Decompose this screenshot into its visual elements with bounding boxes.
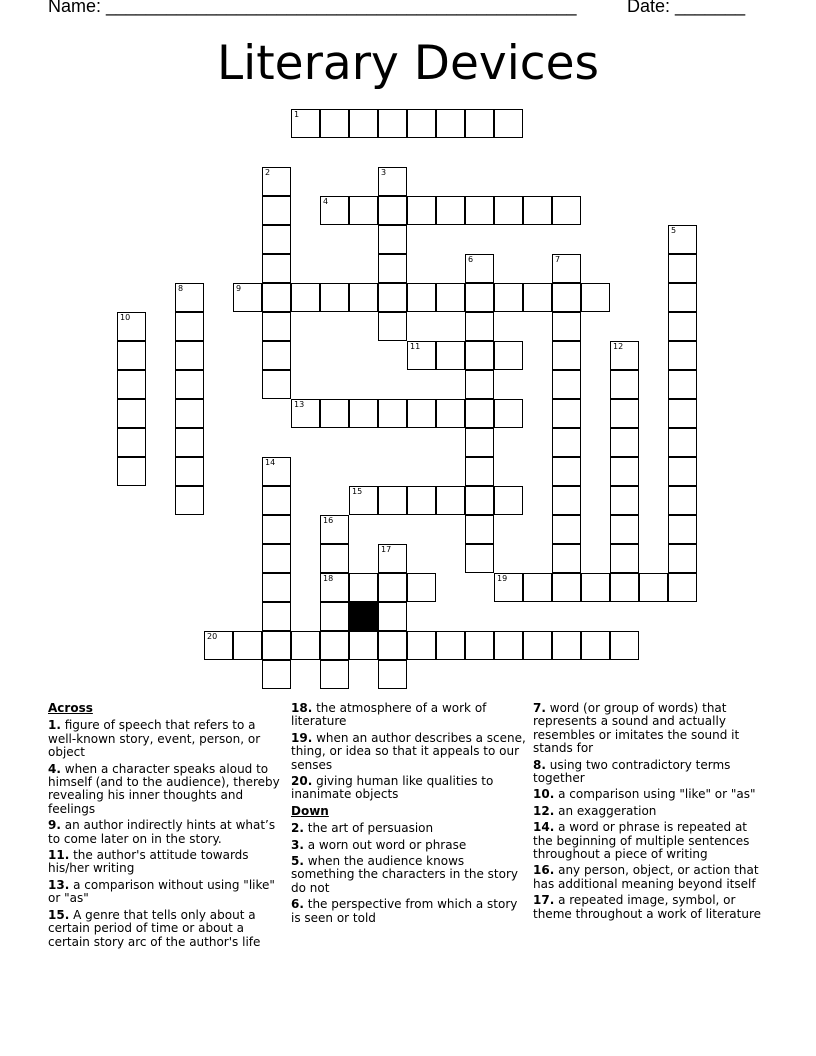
clue-number: 2 [265, 168, 271, 177]
down-clue-list [291, 822, 527, 925]
crossword-cell[interactable] [465, 196, 494, 225]
crossword-cell[interactable] [494, 631, 523, 660]
clue-item [291, 898, 527, 925]
crossword-cell[interactable] [610, 399, 639, 428]
crossword-cell[interactable] [610, 457, 639, 486]
crossword-cell[interactable] [436, 196, 465, 225]
crossword-cell[interactable] [262, 196, 291, 225]
crossword-cell[interactable] [320, 544, 349, 573]
crossword-cell[interactable] [378, 486, 407, 515]
clue-number: 9 [236, 284, 242, 293]
crossword-cell[interactable] [117, 341, 146, 370]
clue-item-text: the art of persuasion [307, 821, 434, 836]
crossword-cell[interactable] [552, 196, 581, 225]
clue-number: 17 [381, 545, 392, 554]
crossword-cell[interactable] [175, 428, 204, 457]
clue-item [291, 839, 527, 852]
crossword-cell[interactable] [175, 457, 204, 486]
clue-item-text: a comparison using "like" or "as" [558, 787, 756, 802]
crossword-cell[interactable] [320, 109, 349, 138]
crossword-cell[interactable] [436, 399, 465, 428]
crossword-cell[interactable] [552, 631, 581, 660]
crossword-cell[interactable] [581, 631, 610, 660]
crossword-cell[interactable] [262, 573, 291, 602]
down-clue-list-continued [533, 702, 769, 921]
clue-item-number: 19. [291, 730, 313, 745]
crossword-cell[interactable] [668, 283, 697, 312]
crossword-block-cell [349, 602, 378, 631]
crossword-cell[interactable] [378, 544, 407, 573]
clue-number: 6 [468, 255, 474, 264]
crossword-cell[interactable] [552, 515, 581, 544]
crossword-cell[interactable] [262, 486, 291, 515]
clue-number: 11 [410, 342, 421, 351]
clue-item-number: 15. [48, 907, 70, 922]
crossword-cell[interactable] [552, 428, 581, 457]
clue-item [291, 732, 527, 772]
clue-item-text: using two contradictory terms together [533, 757, 731, 786]
crossword-cell[interactable] [378, 167, 407, 196]
crossword-cell[interactable] [407, 631, 436, 660]
clue-number: 7 [555, 255, 561, 264]
clue-item-number: 20. [291, 774, 313, 789]
crossword-cell[interactable] [262, 283, 291, 312]
crossword-cell[interactable] [465, 254, 494, 283]
clue-number: 15 [352, 487, 363, 496]
crossword-cell[interactable] [494, 109, 523, 138]
crossword-cell[interactable] [465, 515, 494, 544]
crossword-cell[interactable] [233, 631, 262, 660]
crossword-cell[interactable] [436, 341, 465, 370]
crossword-cell[interactable] [349, 283, 378, 312]
clue-item-text: a worn out word or phrase [307, 837, 467, 852]
crossword-cell[interactable] [552, 254, 581, 283]
clue-item [533, 702, 769, 756]
crossword-cell[interactable] [668, 312, 697, 341]
crossword-cell[interactable] [117, 399, 146, 428]
clue-item-number: 10. [533, 787, 555, 802]
crossword-cell[interactable] [262, 167, 291, 196]
crossword-cell[interactable] [581, 283, 610, 312]
crossword-cell[interactable] [465, 109, 494, 138]
clue-item-number: 3. [291, 837, 304, 852]
clue-item-number: 18. [291, 701, 313, 715]
across-clue-list [48, 719, 280, 949]
clue-item [291, 702, 527, 729]
crossword-cell[interactable] [407, 341, 436, 370]
crossword-cell[interactable] [668, 399, 697, 428]
clue-item [291, 855, 527, 895]
clue-item-number: 11. [48, 848, 70, 863]
crossword-cell[interactable] [552, 341, 581, 370]
crossword-cell[interactable] [320, 283, 349, 312]
crossword-cell[interactable] [175, 283, 204, 312]
crossword-cell[interactable] [494, 399, 523, 428]
clue-item-number: 9. [48, 818, 61, 833]
clue-item-text: when the audience knows something the characters in the story do not [291, 854, 518, 895]
crossword-cell[interactable] [175, 370, 204, 399]
crossword-cell[interactable] [436, 109, 465, 138]
crossword-cell[interactable] [407, 573, 436, 602]
crossword-cell[interactable] [668, 457, 697, 486]
page-title: Literary Devices [216, 36, 599, 91]
crossword-cell[interactable] [262, 515, 291, 544]
clues-column-1 [48, 702, 280, 952]
crossword-cell[interactable] [668, 341, 697, 370]
crossword-cell[interactable] [378, 254, 407, 283]
across-heading: Across [48, 701, 93, 715]
clues-column-2 [291, 702, 527, 928]
crossword-cell[interactable] [378, 312, 407, 341]
down-heading: Down [291, 803, 329, 818]
crossword-cell[interactable] [378, 225, 407, 254]
crossword-cell[interactable] [610, 486, 639, 515]
crossword-cell[interactable] [378, 602, 407, 631]
clue-item-number: 14. [533, 820, 555, 835]
clue-number: 1 [294, 110, 300, 119]
crossword-cell[interactable] [610, 631, 639, 660]
clue-item-text: giving human like qualities to inanimate objects [291, 774, 494, 802]
crossword-cell[interactable] [262, 312, 291, 341]
crossword-cell[interactable] [552, 370, 581, 399]
clue-item [48, 763, 280, 817]
clue-item-text: an exaggeration [558, 803, 657, 818]
clue-item [533, 821, 769, 861]
clue-item [533, 788, 769, 801]
crossword-cell[interactable] [320, 515, 349, 544]
crossword-cell[interactable] [668, 428, 697, 457]
crossword-cell[interactable] [291, 109, 320, 138]
crossword-cell[interactable] [262, 254, 291, 283]
crossword-cell[interactable] [494, 573, 523, 602]
crossword-cell[interactable] [552, 399, 581, 428]
clue-number: 12 [613, 342, 624, 351]
crossword-cell[interactable] [175, 486, 204, 515]
crossword-cell[interactable] [465, 399, 494, 428]
clue-item-number: 17. [533, 893, 555, 908]
crossword-cell[interactable] [436, 283, 465, 312]
crossword-cell[interactable] [262, 370, 291, 399]
crossword-cell[interactable] [465, 312, 494, 341]
crossword-cell[interactable] [291, 283, 320, 312]
clue-item-text: word (or group of words) that represents a sound and actually resembles or imitates the sound it stands for [533, 701, 740, 756]
crossword-cell[interactable] [349, 631, 378, 660]
crossword-cell[interactable] [262, 544, 291, 573]
crossword-cell[interactable] [465, 283, 494, 312]
crossword-cell[interactable] [378, 283, 407, 312]
clue-number: 4 [323, 197, 329, 206]
crossword-cell[interactable] [262, 341, 291, 370]
crossword-cell[interactable] [668, 573, 697, 602]
crossword-cell[interactable] [552, 457, 581, 486]
crossword-cell[interactable] [552, 283, 581, 312]
clue-item [48, 719, 280, 759]
clue-item-number: 5. [291, 854, 304, 869]
crossword-cell[interactable] [494, 486, 523, 515]
crossword-cell[interactable] [175, 312, 204, 341]
crossword-cell[interactable] [523, 283, 552, 312]
clue-item-text: the author's attitude towards his/her writing [48, 848, 249, 876]
crossword-cell[interactable] [668, 254, 697, 283]
crossword-cell[interactable] [610, 428, 639, 457]
clue-item [533, 805, 769, 818]
crossword-cell[interactable] [465, 428, 494, 457]
crossword-cell[interactable] [262, 602, 291, 631]
clue-item-number: 8. [533, 757, 546, 772]
crossword-cell[interactable] [610, 341, 639, 370]
clue-item [533, 759, 769, 786]
clue-item-number: 12. [533, 803, 555, 818]
crossword-cell[interactable] [407, 196, 436, 225]
crossword-cell[interactable] [552, 312, 581, 341]
crossword-cell[interactable] [494, 196, 523, 225]
date-field-label[interactable]: Date: _______ [627, 0, 746, 16]
crossword-cell[interactable] [465, 341, 494, 370]
crossword-cell[interactable] [175, 341, 204, 370]
crossword-cell[interactable] [349, 196, 378, 225]
clue-item-text: when an author describes a scene, thing, or idea so that it appeals to our senses [291, 730, 526, 772]
clue-item-text: a word or phrase is repeated at the beginning of multiple sentences throughout a piece of writing [533, 820, 750, 862]
crossword-cell[interactable] [320, 660, 349, 689]
clue-number: 14 [265, 458, 276, 467]
clue-item-text: a comparison without using "like" or "as" [48, 877, 275, 906]
crossword-cell[interactable] [523, 631, 552, 660]
clue-number: 3 [381, 168, 387, 177]
crossword-cell[interactable] [349, 486, 378, 515]
crossword-cell[interactable] [117, 457, 146, 486]
crossword-cell[interactable] [668, 370, 697, 399]
crossword-cell[interactable] [291, 399, 320, 428]
clues-column-3 [533, 702, 769, 924]
clue-item-number: 1. [48, 718, 61, 733]
clue-item-number: 2. [291, 821, 304, 836]
crossword-cell[interactable] [610, 544, 639, 573]
clue-number: 18 [323, 574, 334, 583]
clue-item-text: an author indirectly hints at what’s to come later on in the story. [48, 818, 276, 846]
crossword-cell[interactable] [378, 573, 407, 602]
crossword-cell[interactable] [465, 631, 494, 660]
clue-item [48, 849, 280, 876]
clue-item [533, 894, 769, 921]
crossword-cell[interactable] [320, 196, 349, 225]
clue-item-number: 16. [533, 863, 555, 878]
crossword-cell[interactable] [349, 399, 378, 428]
crossword-cell[interactable] [552, 544, 581, 573]
clue-item [533, 864, 769, 891]
crossword-cell[interactable] [668, 544, 697, 573]
crossword-cell[interactable] [523, 573, 552, 602]
crossword-cell[interactable] [436, 631, 465, 660]
clue-number: 8 [178, 284, 184, 293]
crossword-cell[interactable] [320, 399, 349, 428]
clue-item [48, 819, 280, 846]
crossword-cell[interactable] [552, 573, 581, 602]
clue-number: 19 [497, 574, 508, 583]
clue-number: 16 [323, 516, 334, 525]
crossword-cell[interactable] [378, 109, 407, 138]
crossword-cell[interactable] [552, 486, 581, 515]
crossword-cell[interactable] [523, 196, 552, 225]
across-clue-list-continued [291, 702, 527, 802]
crossword-cell[interactable] [668, 486, 697, 515]
crossword-cell[interactable] [465, 486, 494, 515]
clue-item-text: when a character speaks aloud to himself (and to the audience), thereby revealing his inner thoughts and feelings [48, 761, 280, 816]
crossword-cell[interactable] [378, 660, 407, 689]
clue-item-text: the perspective from which a story is seen or told [291, 897, 518, 925]
name-field-label[interactable]: Name: _______________________________________________ [48, 0, 577, 16]
crossword-cell[interactable] [407, 399, 436, 428]
clue-item-number: 7. [533, 701, 546, 715]
crossword-cell[interactable] [320, 631, 349, 660]
crossword-cell[interactable] [378, 399, 407, 428]
clue-item-number: 13. [48, 877, 70, 892]
clue-item-text: A genre that tells only about a certain period of time or about a certain story arc of the author's life [48, 907, 261, 949]
crossword-cell[interactable] [117, 428, 146, 457]
clue-number: 10 [120, 313, 131, 322]
clue-item-text: the atmosphere of a work of literature [291, 701, 487, 729]
clue-number: 20 [207, 632, 218, 641]
clue-item [48, 909, 280, 949]
clue-item [291, 775, 527, 802]
crossword-cell[interactable] [436, 486, 465, 515]
crossword-cell[interactable] [117, 370, 146, 399]
clue-item-text: a repeated image, symbol, or theme throughout a work of literature [533, 893, 762, 921]
crossword-cell[interactable] [668, 225, 697, 254]
clue-item [48, 879, 280, 906]
crossword-cell[interactable] [378, 196, 407, 225]
crossword-cell[interactable] [117, 312, 146, 341]
crossword-cell[interactable] [581, 573, 610, 602]
crossword-cell[interactable] [407, 486, 436, 515]
crossword-cell[interactable] [349, 109, 378, 138]
clue-item-number: 4. [48, 761, 61, 776]
crossword-cell[interactable] [349, 573, 378, 602]
crossword-cell[interactable] [610, 573, 639, 602]
crossword-cell[interactable] [233, 283, 262, 312]
crossword-cell[interactable] [262, 660, 291, 689]
crossword-cell[interactable] [610, 515, 639, 544]
crossword-cell[interactable] [204, 631, 233, 660]
crossword-cell[interactable] [465, 544, 494, 573]
crossword-cell[interactable] [407, 109, 436, 138]
crossword-cell[interactable] [291, 631, 320, 660]
crossword-cell[interactable] [262, 225, 291, 254]
clue-item-text: figure of speech that refers to a well-known story, event, person, or object [48, 718, 261, 760]
crossword-cell[interactable] [320, 573, 349, 602]
crossword-cell[interactable] [639, 573, 668, 602]
crossword-cell[interactable] [465, 370, 494, 399]
crossword-cell[interactable] [320, 602, 349, 631]
crossword-cell[interactable] [494, 283, 523, 312]
clue-number: 5 [671, 226, 677, 235]
crossword-cell[interactable] [494, 341, 523, 370]
clue-item-number: 6. [291, 897, 304, 912]
clue-item-text: any person, object, or action that has additional meaning beyond itself [533, 863, 759, 891]
crossword-cell[interactable] [610, 370, 639, 399]
crossword-cell[interactable] [378, 631, 407, 660]
crossword-cell[interactable] [175, 399, 204, 428]
clue-number: 13 [294, 400, 305, 409]
crossword-cell[interactable] [262, 457, 291, 486]
crossword-cell[interactable] [262, 631, 291, 660]
crossword-cell[interactable] [668, 515, 697, 544]
crossword-cell[interactable] [407, 283, 436, 312]
clue-item [291, 822, 527, 835]
crossword-cell[interactable] [465, 457, 494, 486]
